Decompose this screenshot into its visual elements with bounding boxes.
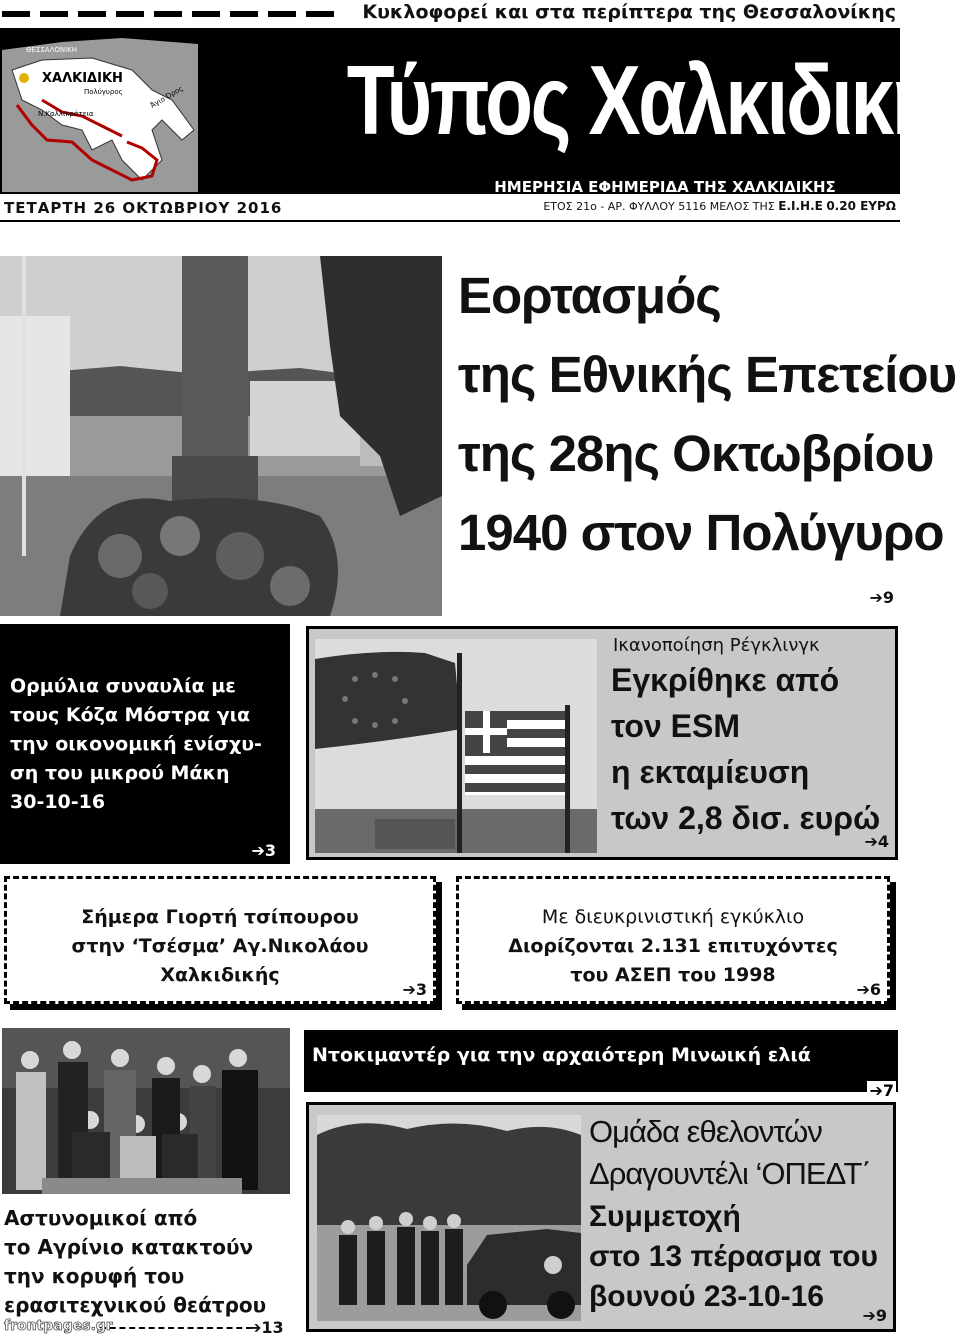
theatre-line: το Αγρίνιο κατακτούν <box>4 1235 254 1259</box>
dash-decor <box>116 11 144 17</box>
page-ref-main <box>869 588 894 607</box>
ormylia-line: την οικονομική ενίσχυ- <box>10 733 262 755</box>
page-ref-asep <box>856 980 881 999</box>
theatre-line: την κορυφή του <box>4 1264 185 1288</box>
map-label-town1: Πολύγυρος <box>84 88 123 96</box>
asep-line: Διορίζονται 2.131 επιτυχόντες <box>508 935 838 957</box>
page-ref-number: 7 <box>882 1081 894 1100</box>
map-label-town2: Ν.Καλλικράτεια <box>38 110 94 118</box>
dateline <box>0 194 900 222</box>
ormylia-line: 30-10-16 <box>10 791 106 813</box>
newspaper-subtitle: ΗΜΕΡΗΣΙΑ ΕΦΗΜΕΡΙΔΑ ΤΗΣ ΧΑΛΚΙΔΙΚΗΣ <box>494 178 836 196</box>
main-headline-line: Εορτασμός <box>458 267 721 324</box>
esm-headline-line: η εκταμίευση <box>611 754 810 790</box>
dash-decor <box>2 11 30 17</box>
member-org: Ε.Ι.Η.Ε <box>778 199 823 213</box>
map-icon <box>2 30 198 192</box>
map-label-city: ΘΕΣΣΑΛΟΝΙΚΗ <box>26 46 78 54</box>
dash-decor <box>40 11 68 17</box>
asep-line: του ΑΣΕΠ του 1998 <box>570 964 776 986</box>
esm-headline <box>611 657 880 841</box>
tagline: Κυκλοφορεί και στα περίπτερα της Θεσσαλονίκης <box>362 1 896 23</box>
arrow-right-icon: ➔ <box>869 1081 883 1100</box>
tagline-row <box>0 0 900 28</box>
page-ref-number: 9 <box>882 588 894 607</box>
volunteers-kicker-line: Δραγουντέλι ‘ΟΠΕΔΤ΄ <box>589 1156 871 1191</box>
page-ref-tsipouro <box>402 980 427 999</box>
arrow-right-icon: ➔ <box>864 832 878 851</box>
page-ref-minoan <box>867 1081 896 1100</box>
newspaper-title: Τύπος Χαλκιδικής <box>346 45 976 155</box>
page-ref-number: 13 <box>261 1318 284 1337</box>
ormylia-box <box>0 624 290 864</box>
esm-headline-line: των 2,8 δισ. ευρώ <box>611 800 881 836</box>
flags-photo <box>315 639 597 853</box>
theatre-headline <box>4 1204 294 1320</box>
arrow-right-icon: ➔ <box>862 1306 876 1325</box>
main-headline-line: 1940 στον Πολύγυρο <box>458 504 944 561</box>
tsipouro-line: Σήμερα Γιορτή τσίπουρου <box>81 906 359 928</box>
main-headline-line: της Εθνικής Επετείου <box>458 346 957 403</box>
ormylia-line: ση του μικρού Μάκη <box>10 762 230 784</box>
tsipouro-headline <box>7 903 433 990</box>
tsipouro-box <box>4 876 436 1004</box>
volunteers-headline-line: Συμμετοχή <box>589 1200 741 1233</box>
page-ref-esm <box>864 832 889 851</box>
price: 0.20 ΕΥΡΩ <box>826 199 896 213</box>
volunteers-kicker <box>589 1111 871 1195</box>
tsipouro-line: στην ‘Τσέσμα’ Αγ.Νικολάου <box>71 935 369 957</box>
main-headline <box>458 256 957 572</box>
page-ref-number: 6 <box>869 980 881 999</box>
ormylia-line: τους Κόζα Μόστρα για <box>10 704 251 726</box>
asep-headline <box>459 903 887 990</box>
asep-kicker: Με διευκρινιστική εγκύκλιο <box>541 906 805 928</box>
volunteers-kicker-line: Ομάδα εθελοντών <box>589 1114 822 1149</box>
arrow-right-icon: ➔ <box>248 1318 262 1337</box>
monument-photo <box>0 256 442 616</box>
dash-decor <box>78 11 106 17</box>
dash-decor <box>230 11 258 17</box>
arrow-right-icon: ➔ <box>869 588 883 607</box>
dash-decor <box>268 11 296 17</box>
dash-decor <box>306 11 334 17</box>
esm-headline-line: τον ESM <box>611 708 740 744</box>
watermark: frontpages.gr <box>4 1318 113 1334</box>
page-ref-theatre <box>248 1318 284 1337</box>
volunteers-headline-line: στο 13 πέρασμα του <box>589 1240 878 1273</box>
dash-decor <box>154 11 182 17</box>
arrow-right-icon: ➔ <box>856 980 870 999</box>
minoan-headline: Ντοκιμαντέρ για την αρχαιότερη Μινωική ελιά <box>312 1044 811 1066</box>
page-ref-number: 9 <box>875 1306 887 1325</box>
volunteers-headline-line: βουνού 23-10-16 <box>589 1280 824 1313</box>
page-ref-number: 3 <box>264 841 276 860</box>
map-label-region: ΧΑΛΚΙΔΙΚΗ <box>42 71 123 86</box>
theatre-group-photo <box>2 1028 290 1194</box>
volunteers-photo <box>317 1115 581 1321</box>
issue-date: ΤΕΤΑΡΤΗ 26 ΟΚΤΩΒΡΙΟΥ 2016 <box>4 199 283 217</box>
esm-kicker: Ικανοποίηση Ρέγκλινγκ <box>613 635 820 656</box>
ormylia-line: Ορμύλια συναυλία με <box>10 675 236 697</box>
theatre-line: Αστυνομικοί από <box>4 1206 198 1230</box>
volunteers-headline <box>589 1197 878 1317</box>
minoan-olive-bar <box>304 1030 898 1100</box>
volunteers-box <box>306 1102 896 1332</box>
dashed-divider <box>100 1327 252 1329</box>
theatre-line: ερασιτεχνικού θεάτρου <box>4 1293 267 1317</box>
masthead <box>0 28 976 196</box>
asep-box <box>456 876 890 1004</box>
main-headline-line: της 28ης Οκτωβρίου <box>458 425 934 482</box>
page-ref-ormylia <box>251 841 276 860</box>
page-ref-number: 4 <box>877 832 889 851</box>
issue-info <box>543 199 896 213</box>
esm-headline-line: Εγκρίθηκε από <box>611 662 840 698</box>
ormylia-headline <box>10 672 284 817</box>
page-ref-number: 3 <box>415 980 427 999</box>
map-label-mount: Άγιο Όρος <box>149 84 185 110</box>
arrow-right-icon: ➔ <box>402 980 416 999</box>
esm-box <box>306 626 898 860</box>
chalkidiki-map <box>2 30 198 192</box>
dash-decor <box>192 11 220 17</box>
page-ref-volunteers <box>862 1306 887 1325</box>
issue-number: ΕΤΟΣ 21ο - ΑΡ. ΦΥΛΛΟΥ 5116 ΜΕΛΟΣ ΤΗΣ <box>543 200 775 213</box>
tsipouro-line: Χαλκιδικής <box>160 964 280 986</box>
arrow-right-icon: ➔ <box>251 841 265 860</box>
